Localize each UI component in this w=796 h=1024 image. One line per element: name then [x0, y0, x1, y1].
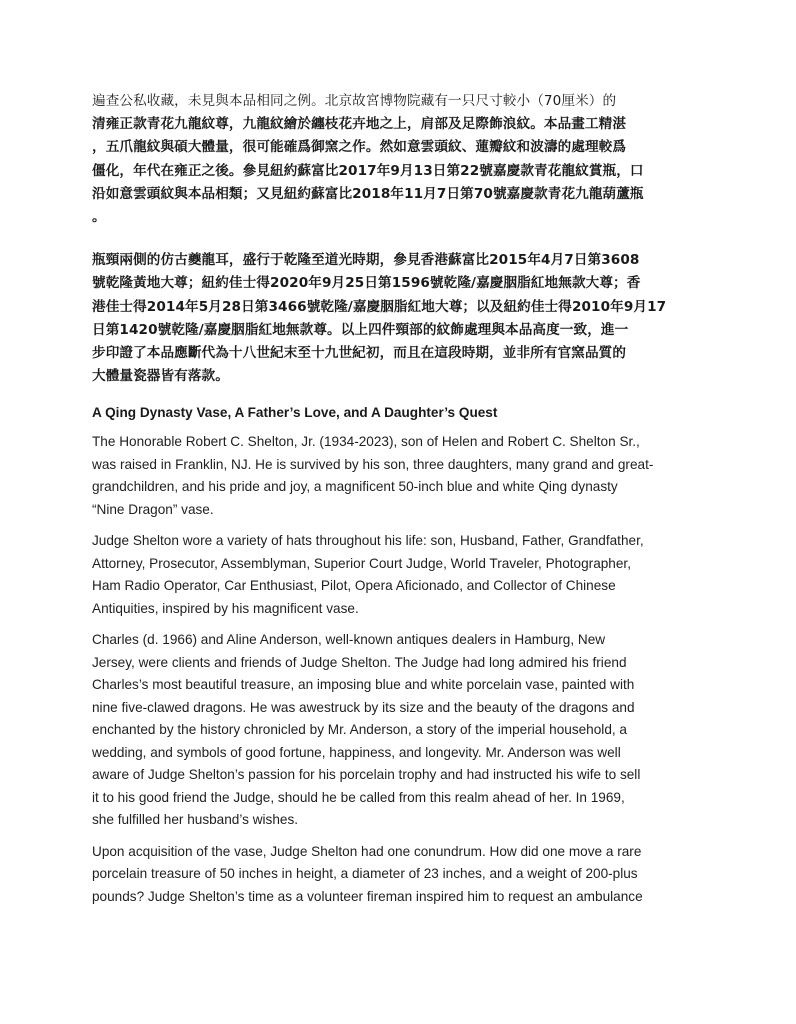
text-line: Ham Radio Operator, Car Enthusiast, Pilot, Opera Aficionado, and Collector of Chinese [92, 578, 616, 594]
text-line: it to his good friend the Judge, should he be called from this realm ahead of her. In 1969, [92, 789, 625, 805]
text-line: Judge Shelton wore a variety of hats throughout his life: son, Husband, Father, Grandfather, [92, 533, 644, 549]
text-line: 沿如意雲頭紋與本品相類；又見紐約蘇富比2018年11月7日第70號嘉慶款青花九龍葫蘆瓶 [92, 185, 644, 202]
text-line: grandchildren, and his pride and joy, a magnificent 50-inch blue and white Qing dynasty [92, 479, 618, 495]
english-paragraph-4 [92, 841, 717, 909]
text-line: 瓶頸兩側的仿古夔龍耳，盛行于乾隆至道光時期，參見香港蘇富比2015年4月7日第3608 [92, 252, 640, 269]
text-line: porcelain treasure of 50 inches in height, a diameter of 23 inches, and a weight of 200-plus [92, 866, 638, 882]
text-line: Upon acquisition of the vase, Judge Shelton had one conundrum. How did one move a rare [92, 843, 642, 859]
text-line: Attorney, Prosecutor, Assemblyman, Superior Court Judge, World Traveler, Photographer, [92, 555, 631, 571]
paragraph-spacer [92, 229, 717, 249]
text-line: Antiquities, inspired by his magnificent vase. [92, 600, 359, 616]
text-line: 號乾隆黃地大尊；紐約佳士得2020年9月25日第1596號乾隆/嘉慶胭脂紅地無款大尊；香 [92, 275, 641, 292]
english-paragraph-3 [92, 629, 717, 832]
text-line: was raised in Franklin, NJ. He is survived by his son, three daughters, many grand and great- [92, 456, 654, 472]
text-line: ，五爪龍紋與碩大體量，很可能確爲御窯之作。然如意雲頭紋、蓮瓣紋和波濤的處理較爲 [92, 139, 627, 156]
text-line: 日第1420號乾隆/嘉慶胭脂紅地無款尊。以上四件頸部的紋飾處理與本品高度一致，進一 [92, 321, 629, 338]
chinese-paragraph-2 [92, 249, 717, 388]
text-line: 僵化，年代在雍正之後。參見紐約蘇富比2017年9月13日第22號嘉慶款青花龍紋賞瓶，口 [92, 162, 644, 179]
text-line: pounds? Judge Shelton’s time as a volunteer fireman inspired him to request an ambulance [92, 888, 643, 904]
text-line: 大體量瓷器皆有落款。 [92, 368, 229, 385]
text-line: 。 [92, 209, 106, 226]
text-line: Jersey, were clients and friends of Judge Shelton. The Judge had long admired his friend [92, 654, 627, 670]
text-line: Charles (d. 1966) and Aline Anderson, well-known antiques dealers in Hamburg, New [92, 632, 606, 648]
section-heading: A Qing Dynasty Vase, A Father’s Love, and A Daughter’s Quest [92, 405, 498, 421]
text-line: aware of Judge Shelton’s passion for his porcelain trophy and had instructed his wife to sell [92, 767, 641, 783]
text-line: enchanted by the history chronicled by Mr. Anderson, a story of the imperial household, a [92, 722, 627, 738]
document-body [92, 90, 717, 917]
text-line: 清雍正款青花九龍紋尊，九龍紋繪於纏枝花卉地之上，肩部及足際飾浪紋。本品畫工精湛 [92, 116, 627, 133]
text-line: 港佳士得2014年5月28日第3466號乾隆/嘉慶胭脂紅地大尊；以及紐約佳士得2010年9月17 [92, 298, 667, 315]
text-line: “Nine Dragon” vase. [92, 501, 214, 517]
text-line: Charles’s most beautiful treasure, an imposing blue and white porcelain vase, painted with [92, 677, 635, 693]
english-paragraph-2 [92, 530, 717, 620]
text-line: The Honorable Robert C. Shelton, Jr. (1934-2023), son of Helen and Robert C. Shelton Sr., [92, 434, 640, 450]
text-line: wedding, and symbols of good fortune, happiness, and longevity. Mr. Anderson was well [92, 744, 621, 760]
text-line: 步印證了本品應斷代為十八世紀末至十九世紀初，而且在這段時期，並非所有官窯品質的 [92, 345, 627, 362]
text-line: nine five-clawed dragons. He was awestruck by its size and the beauty of the dragons and [92, 699, 635, 715]
text-line: she fulfilled her husband’s wishes. [92, 812, 299, 828]
text-line: 遍查公私收藏，未見與本品相同之例。北京故宮博物院藏有一只尺寸較小（70厘米）的 [92, 93, 617, 109]
chinese-paragraph-1 [92, 90, 717, 229]
english-paragraph-1 [92, 431, 717, 521]
